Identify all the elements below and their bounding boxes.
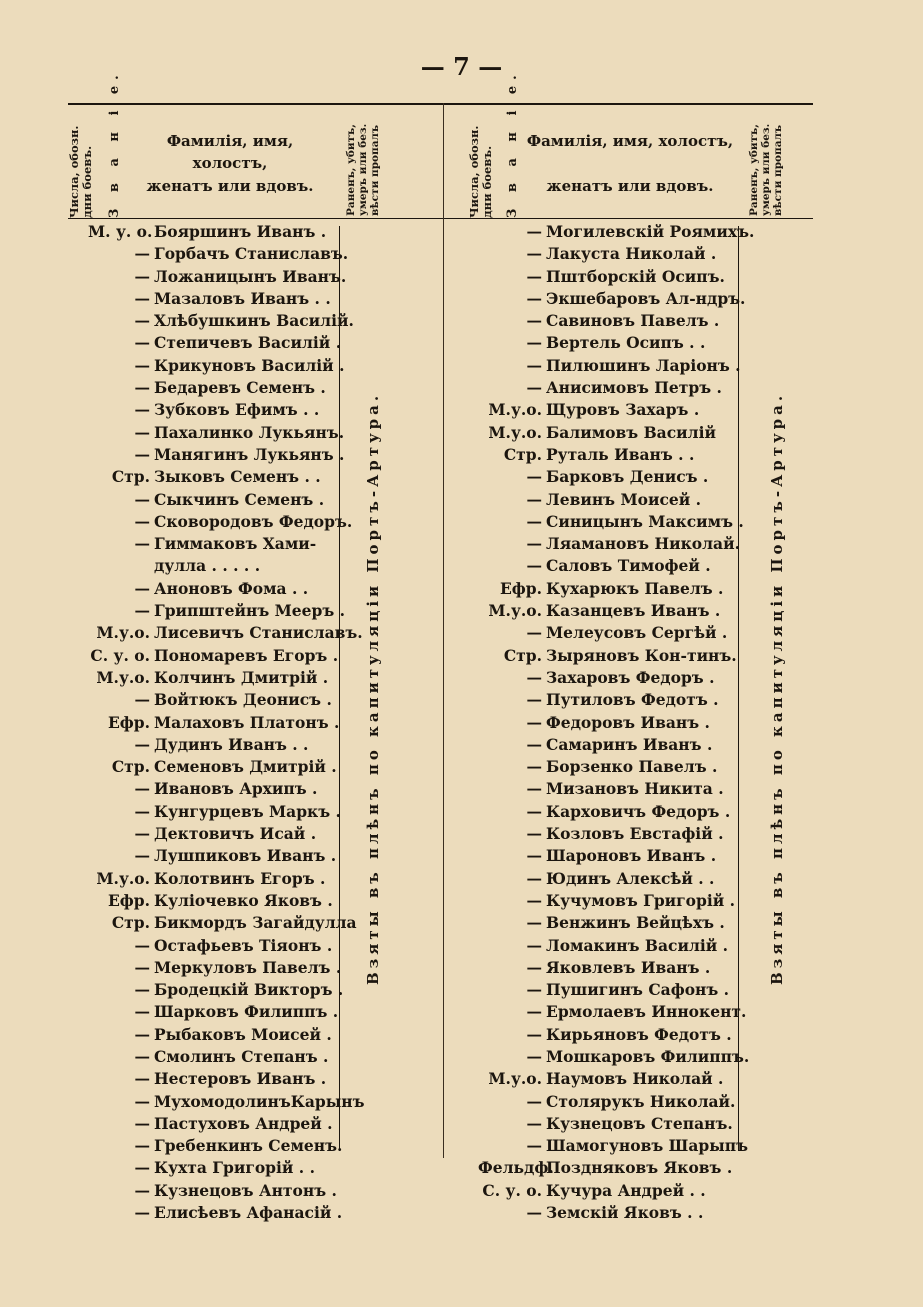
person-name: Зыряновъ Кон-тинъ. (546, 645, 737, 665)
rank-label: — (526, 824, 542, 844)
list-item (88, 712, 340, 735)
list-item (88, 311, 354, 333)
rank-label: М.у.о. (96, 868, 150, 888)
list-item (478, 1136, 748, 1158)
rank-label: — (526, 511, 542, 531)
person-name: Пилюшинъ Ларіонъ . (546, 355, 741, 375)
rank-label: — (526, 868, 542, 888)
person-name: Мазаловъ Иванъ . . (154, 288, 331, 308)
rank-label: Стр. (503, 444, 542, 464)
list-item (478, 891, 736, 913)
rank-label: — (134, 801, 150, 821)
person-name: Остафьевъ Тіяонъ . (154, 935, 333, 955)
rank-label: М.у.о. (488, 400, 542, 420)
list-item (88, 846, 337, 868)
person-name: Кирьяновъ Федотъ . (546, 1024, 732, 1044)
person-name: Зубковъ Ефимъ . . (154, 400, 320, 420)
person-name: Мошкаровъ Филиппъ. (546, 1046, 750, 1066)
rank-label: Стр. (111, 757, 150, 777)
person-name: Нестеровъ Иванъ . (154, 1069, 327, 1089)
rank-label: — (526, 980, 542, 1000)
rank-label: — (526, 1203, 542, 1223)
left-brace (333, 226, 340, 1151)
person-name: Малаховъ Платонъ . (154, 712, 340, 732)
list-item (88, 289, 334, 311)
rank-label: — (134, 288, 150, 308)
person-name: Карховичъ Федоръ . (546, 801, 731, 821)
person-name: Борзенко Павелъ . (546, 757, 718, 777)
list-item (478, 1002, 747, 1024)
list-item (478, 913, 736, 935)
rank-label: — (526, 623, 542, 643)
rank-label: — (526, 266, 542, 286)
person-name: Шарковъ Филиппъ . (154, 1002, 339, 1022)
list-item (88, 1025, 334, 1047)
list-item (88, 824, 334, 846)
list-item (88, 1002, 339, 1024)
rank-label: — (134, 244, 150, 264)
top-rule (68, 103, 813, 105)
rank-label: — (526, 333, 542, 353)
rank-label: — (526, 1091, 542, 1111)
rank-label: М.у.о. (96, 667, 150, 687)
person-name: Крикуновъ Василій . (154, 355, 345, 375)
list-item (88, 623, 363, 645)
rank-label: — (526, 935, 542, 955)
person-name: Кунгурцевъ Маркъ . (154, 801, 341, 821)
list-item (478, 244, 736, 266)
list-item (478, 846, 736, 868)
person-name: Федоровъ Иванъ . (546, 712, 710, 732)
rank-label: — (134, 690, 150, 710)
person-name: Венжинъ Вейцѣхъ . (546, 913, 725, 933)
list-item (478, 601, 736, 623)
rank-label: — (526, 222, 542, 241)
list-item (88, 511, 353, 534)
rank-label: — (526, 244, 542, 264)
rank-label: — (134, 378, 150, 398)
rank-label: — (526, 534, 542, 554)
left-name-list (88, 222, 365, 1225)
person-name: Пономаревъ Егоръ . (154, 645, 339, 665)
list-item (88, 378, 334, 400)
list-item (88, 735, 334, 757)
list-item (478, 423, 736, 445)
rank-label: — (134, 444, 150, 464)
right-header-rank: З в а н і е. (505, 69, 520, 218)
rank-label: — (526, 757, 542, 777)
person-name: Кучумовъ Григорій . (546, 890, 736, 910)
list-item (478, 511, 744, 534)
list-item (478, 779, 736, 801)
list-item (88, 1158, 334, 1180)
list-item (478, 311, 736, 333)
person-name: Ляамановъ Николай. (546, 534, 740, 554)
person-name: Бедаревъ Семенъ . (154, 378, 326, 398)
rank-label: М.у.о. (488, 1069, 542, 1089)
rank-label: — (526, 355, 542, 375)
list-item (478, 222, 755, 244)
rank-label: — (134, 1046, 150, 1066)
list-item (88, 1047, 334, 1069)
rank-label: — (526, 1002, 542, 1022)
person-name: Бикмордъ Загайдулла (154, 913, 357, 933)
right-header-fate: Раненъ, убитъ, умеръ или без. вѣсти пропалъ (748, 123, 785, 216)
person-name: Пастуховъ Андрей . (154, 1113, 333, 1133)
person-name: Семеновъ Дмитрій . (154, 757, 337, 777)
person-name: Кухта Григорій . . (154, 1158, 315, 1178)
list-item (88, 957, 342, 980)
list-item (88, 1203, 343, 1225)
list-item (478, 333, 736, 355)
list-item (478, 1025, 736, 1047)
person-name: Саловъ Тимофей . (546, 556, 711, 576)
person-name: Ложаницынъ Иванъ. (154, 266, 347, 286)
list-item (478, 757, 736, 779)
rank-label: — (134, 935, 150, 955)
person-name: Гиммаковъ Хами- (154, 534, 317, 554)
list-item (88, 1180, 337, 1203)
rank-label: — (134, 846, 150, 866)
list-item (478, 378, 736, 400)
list-item (88, 601, 346, 623)
list-item (88, 400, 334, 422)
person-name: Яковлевъ Иванъ . (546, 957, 711, 977)
list-item (88, 467, 334, 489)
person-name: Ломакинъ Василій . (546, 935, 729, 955)
list-item (478, 690, 736, 712)
list-item (478, 646, 736, 668)
list-item (478, 579, 736, 601)
rank-label: — (134, 1091, 150, 1111)
column-divider (443, 103, 444, 1158)
list-item (478, 490, 736, 512)
rank-label: — (526, 489, 542, 509)
rank-label: — (134, 1113, 150, 1133)
right-header-number: Числа, обозн. дни боевъ. (467, 125, 495, 218)
person-name: дулла . . . . . (154, 556, 261, 576)
rank-label: М.у.о. (488, 422, 542, 442)
list-item (88, 490, 334, 512)
rank-label: — (526, 779, 542, 799)
rank-label: — (134, 779, 150, 799)
left-header-name: Фамилія, имя, холостъ, женатъ или вдовъ. (146, 132, 314, 195)
list-item (478, 445, 736, 467)
rank-label: — (134, 333, 150, 353)
rank-label: — (134, 355, 150, 375)
rank-label: — (134, 266, 150, 286)
person-name: Казанцевъ Иванъ . (546, 601, 721, 621)
person-name: Земскій Яковъ . . (546, 1203, 704, 1223)
person-name: Гребенкинъ Семенъ. (154, 1136, 343, 1156)
person-name: Меркуловъ Павелъ . (154, 957, 342, 977)
person-name: Смолинъ Степанъ . (154, 1046, 329, 1066)
person-name: Козловъ Евстафій . (546, 824, 724, 844)
person-name: Наумовъ Николай . (546, 1069, 724, 1089)
right-header-name: Фамилія, имя, холостъ, женатъ или вдовъ. (526, 132, 734, 195)
rank-label: — (526, 667, 542, 687)
list-item (478, 267, 736, 289)
person-name: Шамогуновъ Шарыпъ (546, 1136, 748, 1156)
person-name: Вертель Осипъ . . (546, 333, 706, 353)
person-name: Войтюкъ Деонисъ . (154, 690, 332, 710)
person-name: Путиловъ Федотъ . (546, 690, 719, 710)
rank-label: — (526, 288, 542, 308)
person-name: Юдинъ Алексѣй . . (546, 868, 715, 888)
rank-label: Стр. (111, 467, 150, 487)
list-item (478, 1069, 736, 1091)
list-item (478, 980, 736, 1002)
person-name: Столярукъ Николай. (546, 1091, 736, 1111)
list-item (88, 980, 344, 1002)
person-name: Кузнецовъ Степанъ. (546, 1113, 733, 1133)
rank-label: Ефр. (107, 890, 150, 910)
list-item (478, 623, 736, 645)
person-name: Ермолаевъ Иннокент. (546, 1002, 747, 1022)
list-item (478, 958, 736, 980)
person-name: Лушпиковъ Иванъ . (154, 846, 337, 866)
rank-label: — (526, 1136, 542, 1156)
rank-label: — (526, 913, 542, 933)
person-name: Левинъ Моисей . (546, 489, 702, 509)
list-item (478, 1114, 736, 1136)
list-item (88, 668, 334, 690)
list-item (88, 1114, 334, 1136)
person-name: Колотвинъ Егоръ . (154, 868, 326, 888)
list-item (88, 556, 334, 578)
person-name: Савиновъ Павелъ . (546, 311, 720, 331)
rank-label: — (134, 489, 150, 509)
rank-label: — (134, 1136, 150, 1156)
rank-label: — (134, 734, 150, 754)
person-name: Дудинъ Иванъ . . (154, 734, 309, 754)
right-brace (732, 226, 739, 1151)
rank-label: — (134, 1203, 150, 1223)
person-name: Пахалинко Лукьянъ. (154, 422, 345, 442)
person-name: Поздняковъ Яковъ . (546, 1158, 733, 1178)
rank-label: — (134, 534, 150, 554)
left-header-number: Числа, обозн. дни боевъ. (67, 125, 95, 218)
rank-label: М.у.о. (96, 623, 150, 643)
person-name: Балимовъ Василій (546, 422, 716, 442)
list-item (88, 444, 345, 467)
list-item (88, 891, 334, 913)
list-item (88, 645, 339, 668)
rank-label: — (526, 801, 542, 821)
person-name: Пушигинъ Сафонъ . (546, 980, 730, 1000)
rank-label: С. у. о. (482, 1180, 542, 1200)
rank-label: М.у.о. (488, 601, 542, 621)
list-item (478, 1158, 736, 1180)
person-name: Захаровъ Федоръ . (546, 667, 715, 687)
person-name: Кучура Андрей . . (546, 1180, 706, 1200)
person-name: Хлѣбушкинъ Василій. (154, 311, 354, 331)
rank-label: — (526, 311, 542, 331)
list-item (88, 801, 341, 824)
list-item (88, 1069, 334, 1091)
rank-label: — (526, 1024, 542, 1044)
rank-label: — (526, 690, 542, 710)
person-name: Щуровъ Захаръ . (546, 400, 700, 420)
list-item (88, 779, 334, 801)
list-item (478, 1046, 750, 1069)
left-status: Взяты въ плѣнъ по капитуляціи Портъ-Артура. (364, 391, 382, 985)
list-item (88, 579, 334, 601)
rank-label: — (526, 890, 542, 910)
rank-label: С. у. о. (90, 645, 150, 665)
person-name: Руталь Иванъ . . (546, 444, 695, 464)
list-item (88, 266, 347, 289)
person-name: Дектовичъ Исай . (154, 824, 317, 844)
person-name: Синицынъ Максимъ . (546, 511, 744, 531)
person-name: Лакуста Николай . (546, 244, 717, 264)
rank-label: — (526, 467, 542, 487)
person-name: Грипштейнъ Мееръ . (154, 601, 346, 621)
list-item (88, 757, 337, 779)
person-name: Кузнецовъ Антонъ . (154, 1180, 337, 1200)
list-item (88, 1136, 343, 1158)
person-name: Мелеусовъ Сергѣй . (546, 623, 728, 643)
page-number: — 7 — (420, 52, 503, 81)
list-item (88, 936, 334, 958)
list-item (88, 333, 342, 355)
list-item (88, 913, 357, 935)
list-item (478, 936, 736, 958)
person-name: Манягинъ Лукьянъ . (154, 444, 345, 464)
person-name: Могилевскій Роямихъ. (546, 222, 755, 241)
left-header-fate: Раненъ, убитъ, умеръ или без. вѣсти пропалъ (345, 123, 382, 216)
rank-label: Ефр. (107, 712, 150, 732)
person-name: МухомодолинъКарынъ (154, 1091, 365, 1111)
rank-label: — (134, 1180, 150, 1200)
list-item (88, 355, 345, 378)
rank-label: Стр. (111, 913, 150, 933)
person-name: Экшебаровъ Ал-ндръ. (546, 288, 746, 308)
person-name: Рыбаковъ Моисей . (154, 1024, 332, 1044)
rank-label: — (134, 311, 150, 331)
left-header-rank: З в а н і е. (107, 69, 122, 218)
rank-label: — (134, 511, 150, 531)
rank-label: — (526, 734, 542, 754)
rank-label: — (134, 824, 150, 844)
right-name-list (478, 222, 755, 1225)
list-item (478, 802, 736, 824)
list-item (478, 1181, 736, 1203)
person-name: Анисимовъ Петръ . (546, 378, 722, 398)
list-item (478, 556, 736, 578)
person-name: Елисѣевъ Афанасій . (154, 1203, 343, 1223)
rank-label: — (134, 422, 150, 442)
list-item (88, 1091, 365, 1114)
rank-label: М. у. о. (88, 222, 153, 241)
person-name: Горбачъ Станиславъ. (154, 244, 349, 264)
rank-label: Ефр. (499, 578, 542, 598)
rank-label: — (526, 378, 542, 398)
list-item (88, 222, 334, 244)
list-item (88, 534, 334, 556)
list-item (478, 400, 736, 422)
person-name: Кухарюкъ Павелъ . (546, 578, 724, 598)
list-item (478, 1203, 736, 1225)
list-item (478, 355, 741, 378)
rank-label: — (134, 578, 150, 598)
person-name: Лисевичъ Станиславъ. (154, 623, 363, 643)
person-name: Бояршинъ Иванъ . (154, 222, 327, 241)
rank-label: — (134, 1158, 150, 1178)
list-item (478, 668, 736, 690)
person-name: Ивановъ Архипъ . (154, 779, 318, 799)
list-item (88, 869, 334, 891)
rank-label: Фельдф. (478, 1158, 554, 1178)
rank-label: — (526, 712, 542, 732)
list-item (88, 244, 349, 266)
rank-label: — (134, 957, 150, 977)
list-item (478, 824, 736, 846)
person-name: Аноновъ Фома . . (154, 578, 309, 598)
list-item (478, 713, 736, 735)
person-name: Самаринъ Иванъ . (546, 734, 713, 754)
person-name: Куліочевко Яковъ . (154, 890, 333, 910)
rank-label: — (134, 1024, 150, 1044)
list-item (478, 288, 746, 311)
person-name: Бродецкій Викторъ . (154, 980, 344, 1000)
list-item (88, 690, 334, 712)
person-name: Шароновъ Иванъ . (546, 846, 717, 866)
list-item (478, 1092, 736, 1114)
right-status: Взяты въ плѣнъ по капитуляціи Портъ-Артура. (768, 391, 786, 985)
rank-label: — (526, 1113, 542, 1133)
rank-label: — (526, 846, 542, 866)
person-name: Степичевъ Василій . (154, 333, 342, 353)
list-item (88, 422, 345, 445)
person-name: Зыковъ Семенъ . . (154, 467, 321, 487)
list-item (478, 467, 736, 489)
rank-label: — (134, 1002, 150, 1022)
rank-label: — (134, 980, 150, 1000)
rank-label: — (526, 556, 542, 576)
person-name: Барковъ Денисъ . (546, 467, 709, 487)
list-item (478, 869, 736, 891)
rank-label: — (134, 601, 150, 621)
rank-label: — (134, 1069, 150, 1089)
list-item (478, 735, 736, 757)
person-name: Пштборскій Осипъ. (546, 266, 725, 286)
rank-label: — (526, 957, 542, 977)
list-item (478, 534, 740, 556)
person-name: Сковородовъ Федоръ. (154, 511, 353, 531)
rank-label: — (134, 400, 150, 420)
person-name: Колчинъ Дмитрій . (154, 667, 329, 687)
person-name: Мизановъ Никита . (546, 779, 724, 799)
person-name: Сыкчинъ Семенъ . (154, 489, 325, 509)
rank-label: — (526, 1046, 542, 1066)
rank-label: Стр. (503, 645, 542, 665)
